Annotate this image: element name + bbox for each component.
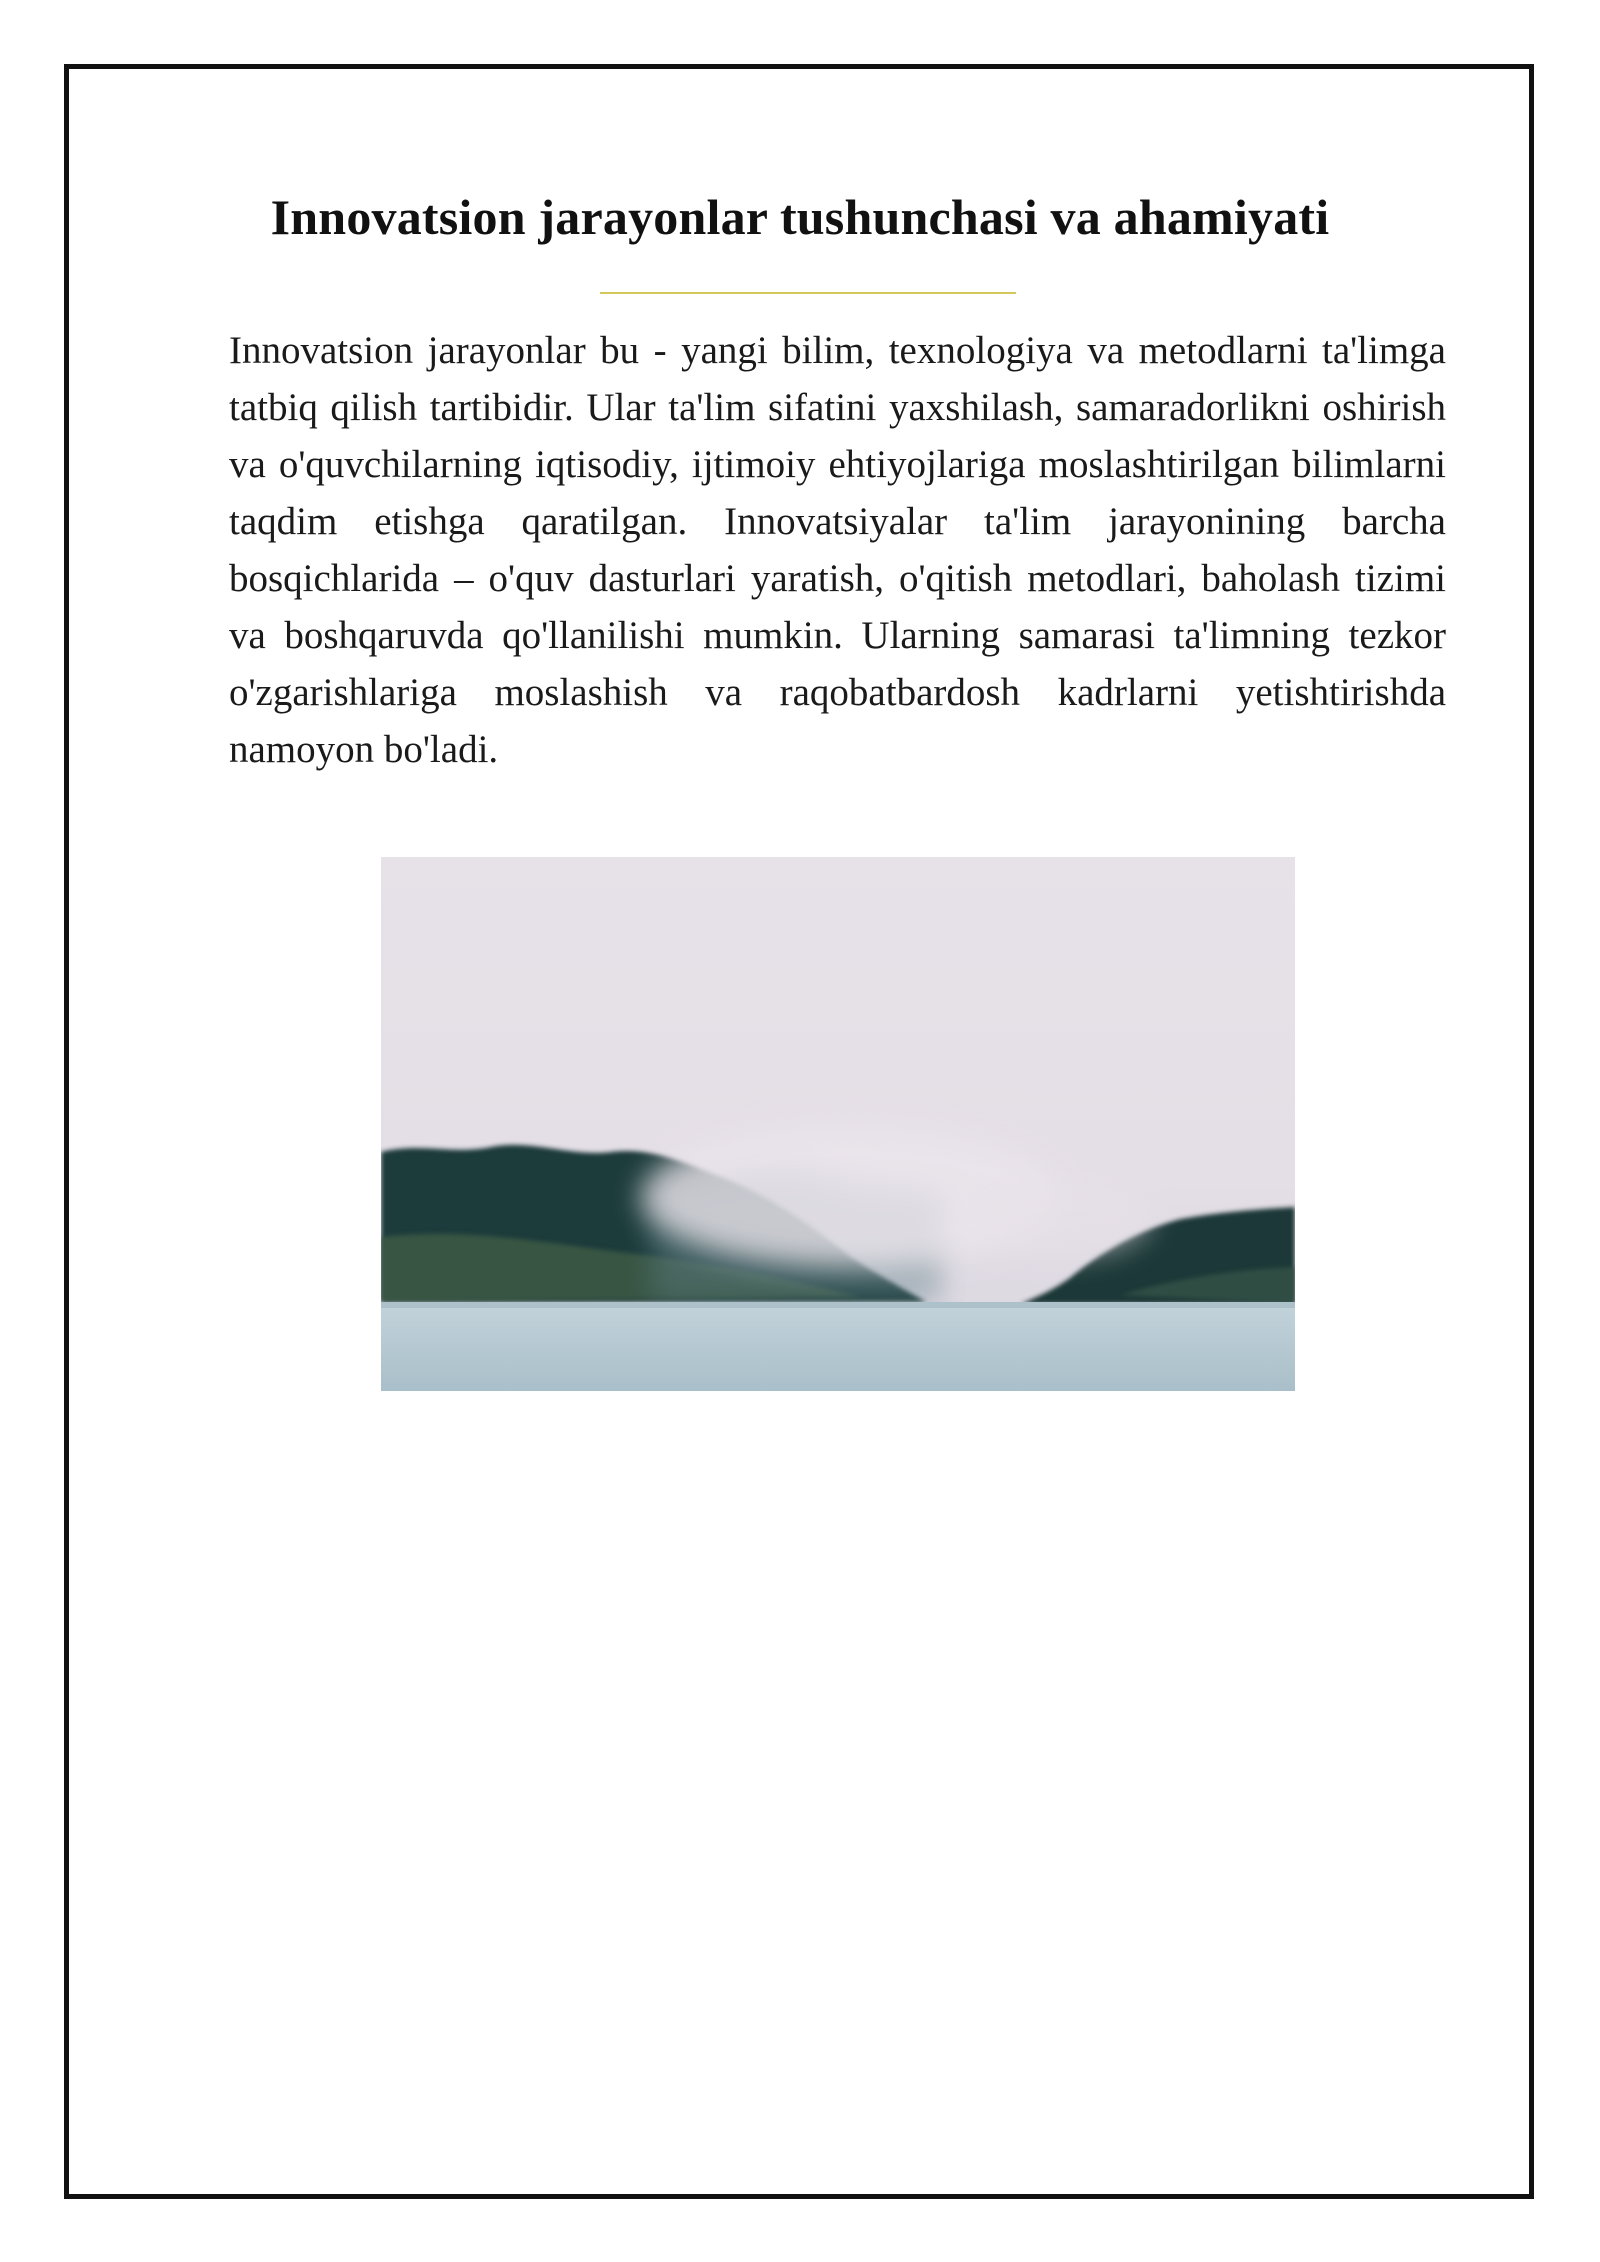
document-title: Innovatsion jarayonlar tushunchasi va ahamiyati [270,189,1330,245]
body-paragraph: Innovatsion jarayonlar bu - yangi bilim, texnologiya va metodlarni ta'limga tatbiq qilish tartibidir. Ular ta'lim sifatini yaxshilash, samaradorlikni oshirish va o'quvchilarning iqtisodiy, ijtimoiy ehtiyojlariga moslashtirilgan bilimlarni taqdim etishga qaratilgan. Innovatsiyalar ta'lim jarayonining barcha bosqichlarida – o'quv dasturlari yaratish, o'qitish metodlari, baholash tizimi va boshqaruvda qo'llanilishi mumkin. Ularning samarasi ta'limning tezkor o'zgarishlariga moslashish va raqobatbardosh kadrlarni yetishtirishda namoyon bo'ladi. [229,329,1446,771]
title-underline [600,292,1016,294]
foggy-landscape-image [381,857,1295,1391]
